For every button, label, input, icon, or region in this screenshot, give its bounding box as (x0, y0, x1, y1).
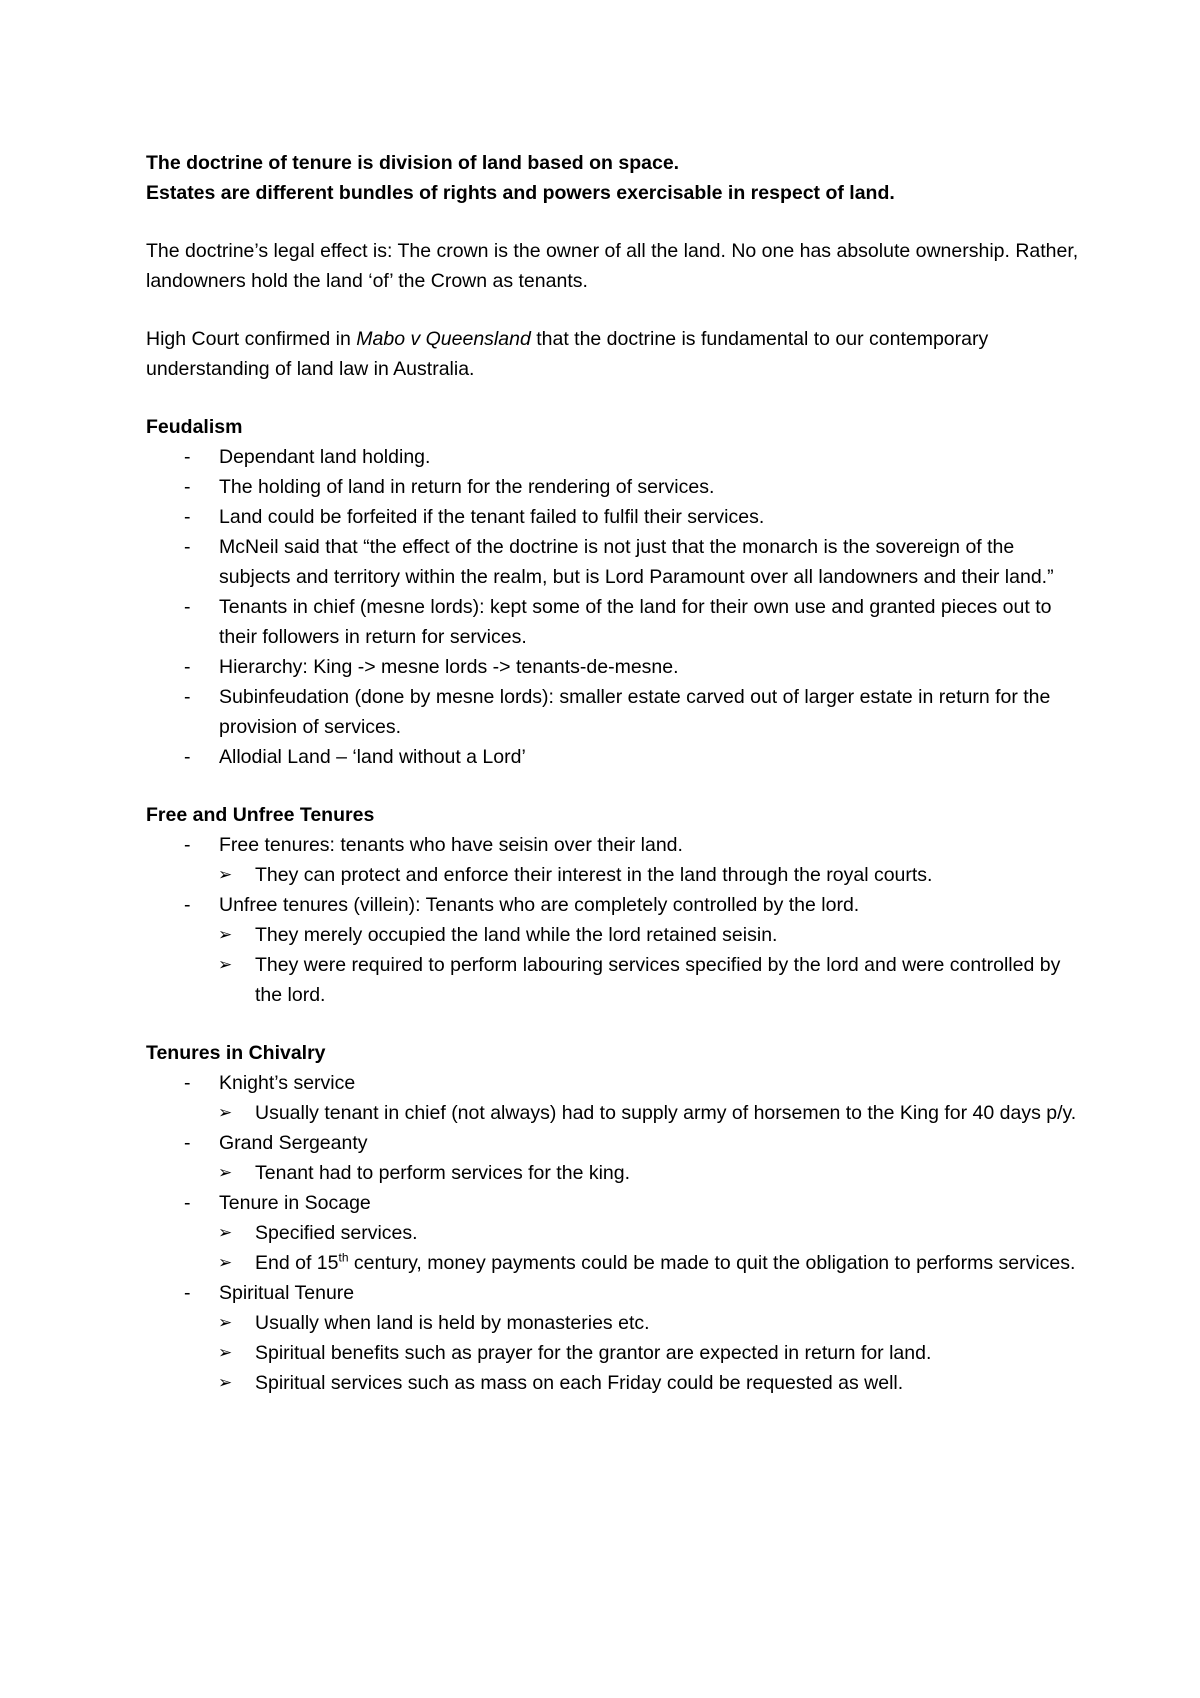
arrow-bullet-icon: ➢ (218, 925, 233, 944)
list-item-text: Free tenures: tenants who have seisin over their land. (219, 834, 683, 856)
list-item-text: Land could be forfeited if the tenant failed to fulfil their services. (219, 506, 765, 528)
dash-marker: - (184, 476, 191, 498)
sub-list-item (146, 1218, 1090, 1248)
sub-list-item-text: Usually tenant in chief (not always) had to supply army of horsemen to the King for 40 days p/y. (255, 1102, 1077, 1124)
list-item-text: Hierarchy: King -> mesne lords -> tenants-de-mesne. (219, 656, 679, 678)
arrow-bullet-icon: ➢ (218, 1373, 233, 1392)
sub-list-item (146, 860, 1090, 890)
sub-list-item-text: They were required to perform labouring services specified by the lord and were controlled by the lord. (255, 954, 1061, 1006)
sub-list-item (146, 1338, 1090, 1368)
list-item (146, 1188, 1090, 1218)
feudalism-heading: Feudalism (146, 416, 243, 438)
arrow-bullet-icon: ➢ (218, 1103, 233, 1122)
sub-list-item-text: Spiritual services such as mass on each Friday could be requested as well. (255, 1372, 904, 1394)
chivalry-heading: Tenures in Chivalry (146, 1042, 326, 1064)
list-item-text: Dependant land holding. (219, 446, 431, 468)
list-item-text: Unfree tenures (villein): Tenants who are completely controlled by the lord. (219, 894, 860, 916)
mabo-case-name: Mabo v Queensland (356, 328, 531, 350)
arrow-bullet-icon: ➢ (218, 1223, 233, 1242)
list-item (146, 502, 1090, 532)
mabo-paragraph (146, 324, 1090, 384)
ordinal-superscript: th (338, 1250, 349, 1265)
sub-list-item (146, 1248, 1090, 1278)
sub-list-item-text: Specified services. (255, 1222, 418, 1244)
list-item (146, 1068, 1090, 1098)
dash-marker: - (184, 536, 191, 558)
arrow-bullet-icon: ➢ (218, 1163, 233, 1182)
list-item-text: Grand Sergeanty (219, 1132, 368, 1154)
dash-marker: - (184, 1192, 191, 1214)
list-item-text: Tenants in chief (mesne lords): kept some of the land for their own use and granted pieces out to their followers in return for services. (219, 596, 1052, 648)
mabo-text-before: High Court confirmed in (146, 328, 357, 350)
list-item (146, 682, 1090, 742)
list-item-text: Tenure in Socage (219, 1192, 371, 1214)
list-item-text: McNeil said that “the effect of the doctrine is not just that the monarch is the sovereign of the subjects and territory within the realm, but is Lord Paramount over all landowners and their land.” (219, 536, 1054, 588)
dash-marker: - (184, 656, 191, 678)
sub-list-item-text: They can protect and enforce their interest in the land through the royal courts. (255, 864, 933, 886)
list-item-text: The holding of land in return for the rendering of services. (219, 476, 715, 498)
dash-marker: - (184, 1132, 191, 1154)
list-item (146, 652, 1090, 682)
arrow-bullet-icon: ➢ (218, 1313, 233, 1332)
list-item (146, 532, 1090, 592)
list-item (146, 1278, 1090, 1308)
chivalry-list (146, 1068, 1090, 1398)
arrow-bullet-icon: ➢ (218, 865, 233, 884)
socage-text-end: century, money payments could be made to quit the obligation to performs services. (348, 1252, 1076, 1274)
list-item (146, 830, 1090, 860)
dash-marker: - (184, 596, 191, 618)
list-item (146, 1128, 1090, 1158)
sub-list-item-text (255, 1252, 1075, 1274)
list-item (146, 592, 1090, 652)
list-item (146, 890, 1090, 920)
list-item-text: Subinfeudation (done by mesne lords): smaller estate carved out of larger estate in return for the provision of services. (219, 686, 1051, 738)
intro-line-2: Estates are different bundles of rights and powers exercisable in respect of land. (146, 182, 895, 204)
free-unfree-heading: Free and Unfree Tenures (146, 804, 375, 826)
socage-text-start: End of 15 (255, 1252, 339, 1274)
sub-list-item-text: Usually when land is held by monasteries etc. (255, 1312, 650, 1334)
arrow-bullet-icon: ➢ (218, 955, 233, 974)
feudalism-list (146, 442, 1090, 772)
list-item (146, 472, 1090, 502)
sub-list-item (146, 1308, 1090, 1338)
doctrine-effect-paragraph: The doctrine’s legal effect is: The crown is the owner of all the land. No one has absolute ownership. Rather, landowners hold the land ‘of’ the Crown as tenants. (146, 240, 1079, 292)
dash-marker: - (184, 1072, 191, 1094)
sub-list-item-text: Tenant had to perform services for the king. (255, 1162, 631, 1184)
intro-line-1: The doctrine of tenure is division of land based on space. (146, 152, 680, 174)
list-item-text: Spiritual Tenure (219, 1282, 355, 1304)
sub-list-item (146, 1368, 1090, 1398)
dash-marker: - (184, 506, 191, 528)
dash-marker: - (184, 894, 191, 916)
list-item-text: Allodial Land – ‘land without a Lord’ (219, 746, 526, 768)
sub-list-item-text: Spiritual benefits such as prayer for the grantor are expected in return for land. (255, 1342, 932, 1364)
sub-list-item (146, 920, 1090, 950)
dash-marker: - (184, 1282, 191, 1304)
free-unfree-list (146, 830, 1090, 1010)
dash-marker: - (184, 446, 191, 468)
dash-marker: - (184, 686, 191, 708)
arrow-bullet-icon: ➢ (218, 1253, 233, 1272)
sub-list-item (146, 1098, 1090, 1128)
list-item (146, 742, 1090, 772)
dash-marker: - (184, 834, 191, 856)
list-item (146, 442, 1090, 472)
mabo-text-after: that the doctrine is fundamental to our contemporary understanding of land law in Australia. (146, 328, 989, 380)
sub-list-item (146, 950, 1090, 1010)
sub-list-item-text: They merely occupied the land while the lord retained seisin. (255, 924, 778, 946)
arrow-bullet-icon: ➢ (218, 1343, 233, 1362)
dash-marker: - (184, 746, 191, 768)
list-item-text: Knight’s service (219, 1072, 356, 1094)
sub-list-item (146, 1158, 1090, 1188)
